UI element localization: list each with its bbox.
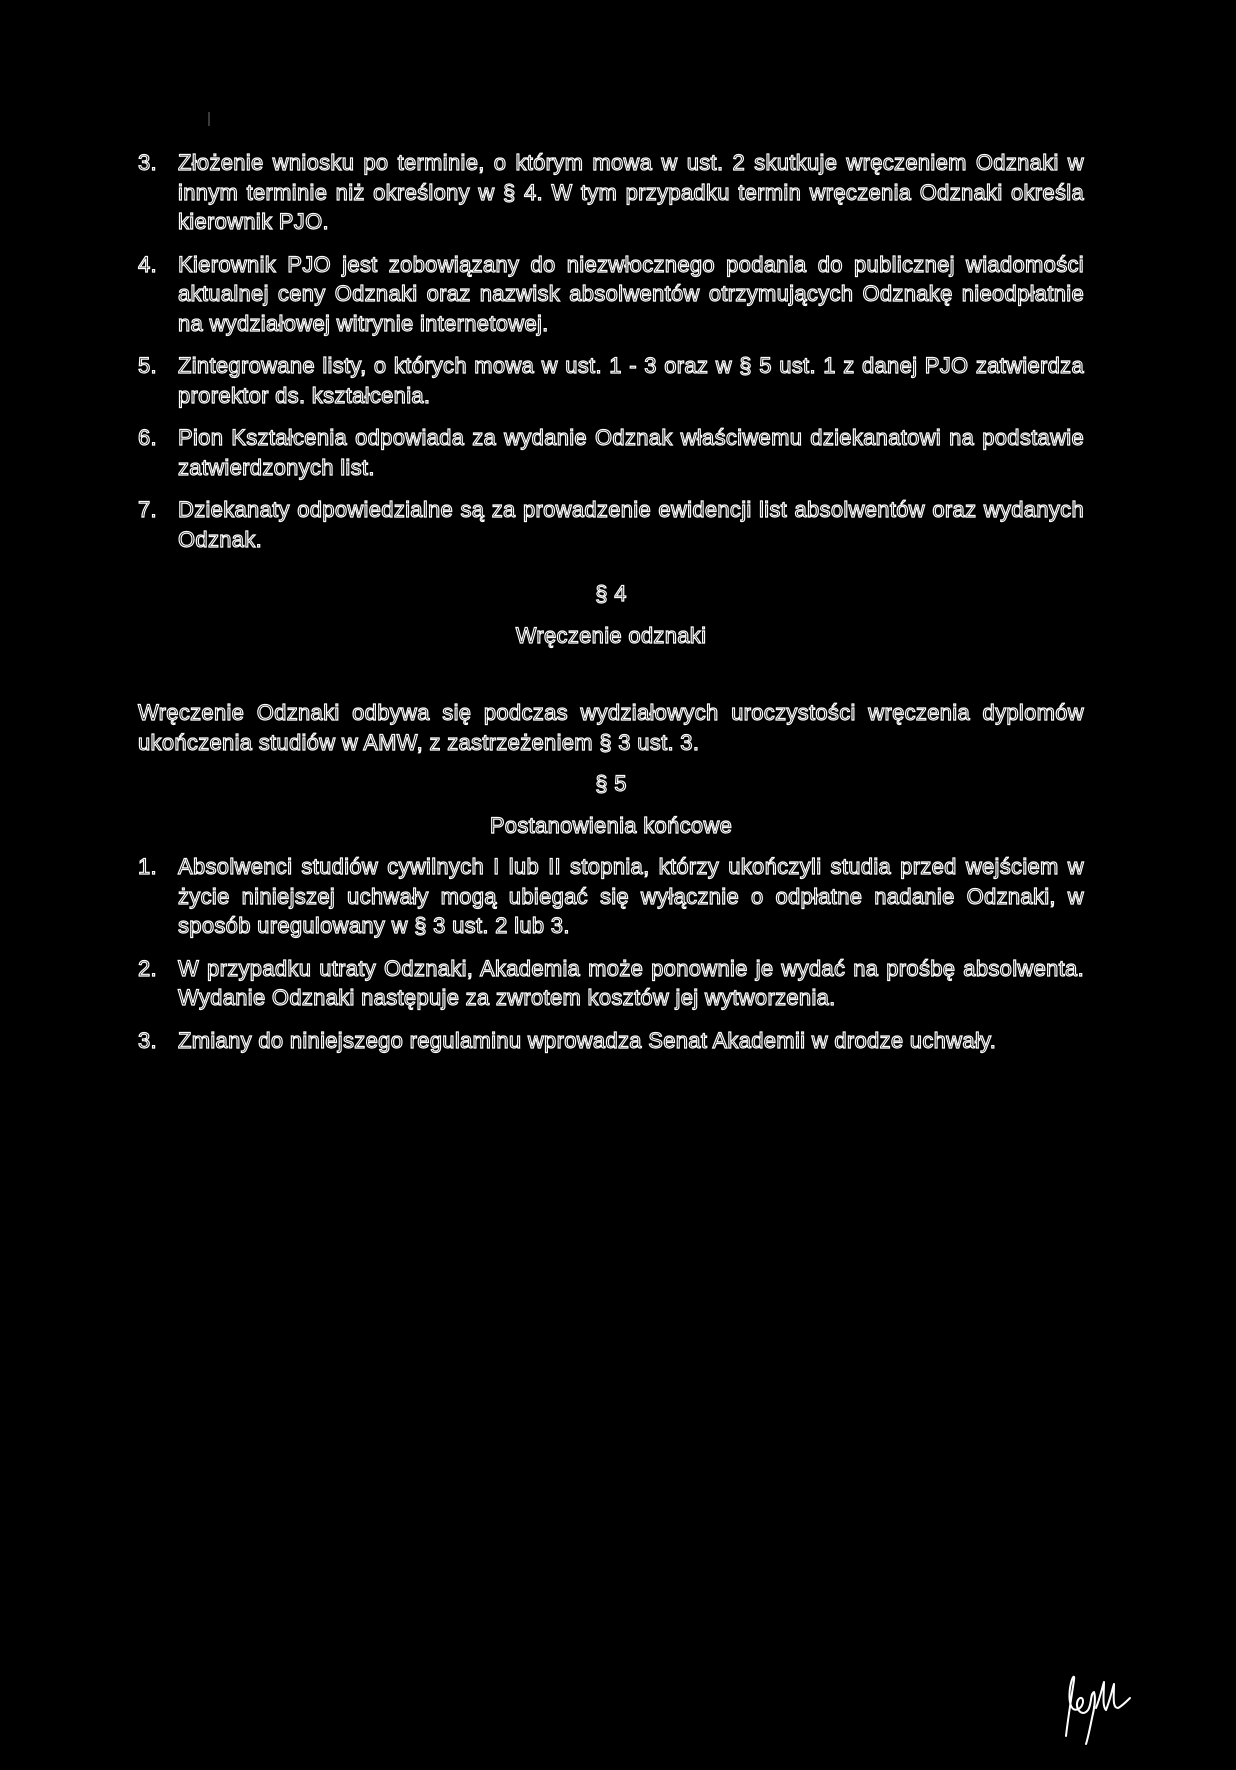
item-number: 5. [138,353,157,378]
list-item [138,852,1084,941]
item-text: Dziekanaty odpowiedzialne są za prowadzenie ewidencji list absolwentów oraz wydanych Odznak. [178,497,1084,552]
item-number: 1. [138,854,157,879]
list-item [138,250,1084,339]
section5-number: § 5 [595,771,627,796]
item-number: 3. [138,150,157,175]
item-text: Złożenie wniosku po terminie, o którym mowa w ust. 2 skutkuje wręczeniem Odznaki w innym terminie niż określony w § 4. W tym przypadku termin wręczenia Odznaki określa kierownik PJO. [178,150,1084,234]
section5-list [138,852,1084,1055]
item-text: Zintegrowane listy, o których mowa w ust. 1 - 3 oraz w § 5 ust. 1 z danej PJO zatwierdza prorektor ds. kształcenia. [178,353,1084,408]
list-item [138,423,1084,482]
section4-body: Wręczenie Odznaki odbywa się podczas wydziałowych uroczystości wręczenia dyplomów ukończenia studiów w AMW, z zastrzeżeniem § 3 ust. 3. [138,700,1084,755]
section3-list [138,148,1084,554]
list-item [138,351,1084,410]
handwritten-signature [1052,1658,1142,1748]
item-text: Pion Kształcenia odpowiada za wydanie Odznak właściwemu dziekanatowi na podstawie zatwierdzonych list. [178,425,1084,480]
section4-number: § 4 [595,581,627,606]
item-text: Kierownik PJO jest zobowiązany do niezwłocznego podania do publicznej wiadomości aktualnej ceny Odznaki oraz nazwisk absolwentów otrzymujących Odznakę nieodpłatnie na wydziałowej witrynie internetowej. [178,251,1084,336]
item-number: 6. [138,425,157,450]
item-number: 2. [138,955,157,981]
list-item [138,954,1084,1013]
item-text: Zmiany do niniejszego regulaminu wprowadza Senat Akademii w drodze uchwały. [178,1027,997,1053]
item-text: Absolwenci studiów cywilnych I lub II stopnia, którzy ukończyli studia przed wejściem w życie niniejszej uchwały mogą ubiegać się wyłącznie o odpłatne nadanie Odznaki, w sposób uregulowany w § 3 ust. 2 lub 3. [178,854,1084,938]
item-number: 3. [138,1027,157,1053]
item-number: 7. [138,497,157,522]
section4-title: Wręczenie odznaki [515,622,707,648]
scan-artifact [208,112,210,126]
list-item [138,148,1084,237]
section5-title: Postanowienia końcowe [489,812,733,838]
list-item [138,1026,1084,1056]
item-number: 4. [138,251,157,277]
item-text: W przypadku utraty Odznaki, Akademia może ponownie je wydać na prośbę absolwenta. Wydanie Odznaki następuje za zwrotem kosztów jej wytworzenia. [178,955,1084,1010]
document-body [138,148,1084,1068]
list-item [138,495,1084,554]
